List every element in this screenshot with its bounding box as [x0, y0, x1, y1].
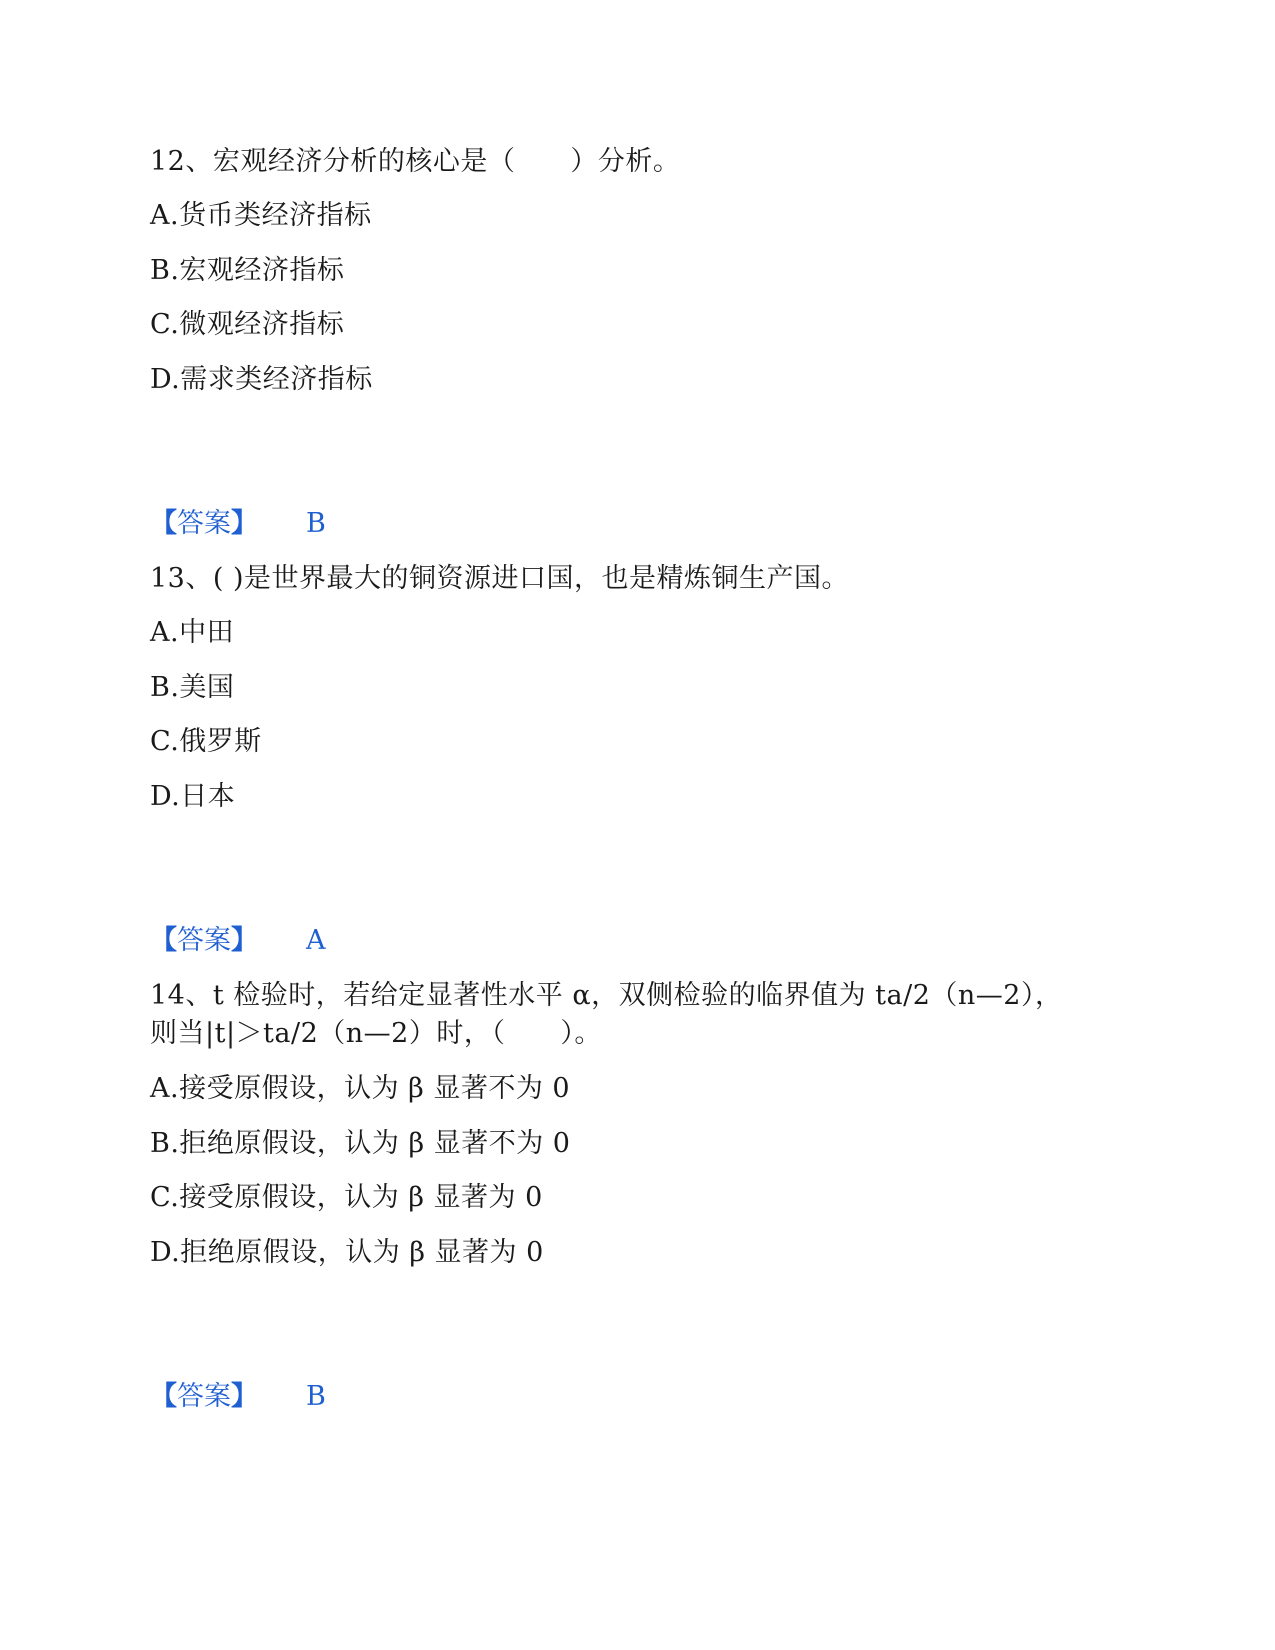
question-14-stem-line-2: 则当|t|＞ta/2（n—2）时，（ ）。 — [150, 1018, 602, 1049]
question-12-option-a: A.货币类经济指标 — [150, 200, 372, 231]
answer-label: 答案 — [177, 508, 231, 539]
question-12-stem: 12、宏观经济分析的核心是（ ）分析。 — [150, 146, 681, 177]
question-12-option-b: B.宏观经济指标 — [150, 255, 345, 286]
answer-left-bracket: 【 — [150, 1381, 177, 1412]
answer-value: B — [306, 508, 326, 539]
question-14-option-a: A.接受原假设，认为 β 显著不为 0 — [150, 1073, 571, 1104]
question-14-option-b: B.拒绝原假设，认为 β 显著不为 0 — [150, 1128, 571, 1159]
answer-label: 答案 — [177, 1381, 231, 1412]
answer-left-bracket: 【 — [150, 508, 177, 539]
question-13-option-d: D.日本 — [150, 781, 236, 812]
question-12-option-d: D.需求类经济指标 — [150, 364, 373, 395]
question-13-option-a: A.中田 — [150, 617, 235, 648]
answer-label: 答案 — [177, 925, 231, 956]
question-13-answer — [150, 924, 326, 958]
answer-right-bracket: 】 — [231, 925, 258, 956]
answer-value: B — [306, 1381, 326, 1412]
answer-right-bracket: 】 — [231, 508, 258, 539]
question-12-answer — [150, 507, 326, 541]
question-14-option-c: C.接受原假设，认为 β 显著为 0 — [150, 1182, 543, 1213]
question-14-answer — [150, 1380, 326, 1414]
question-12-option-c: C.微观经济指标 — [150, 309, 345, 340]
answer-right-bracket: 】 — [231, 1381, 258, 1412]
question-13-option-b: B.美国 — [150, 672, 235, 703]
answer-value: A — [306, 925, 326, 956]
question-14-stem-line-1: 14、t 检验时，若给定显著性水平 α，双侧检验的临界值为 ta/2（n—2）， — [150, 980, 1063, 1011]
question-13-option-c: C.俄罗斯 — [150, 726, 262, 757]
question-14-option-d: D.拒绝原假设，认为 β 显著为 0 — [150, 1237, 544, 1268]
question-13-stem: 13、( )是世界最大的铜资源进口国，也是精炼铜生产国。 — [150, 563, 850, 594]
answer-left-bracket: 【 — [150, 925, 177, 956]
